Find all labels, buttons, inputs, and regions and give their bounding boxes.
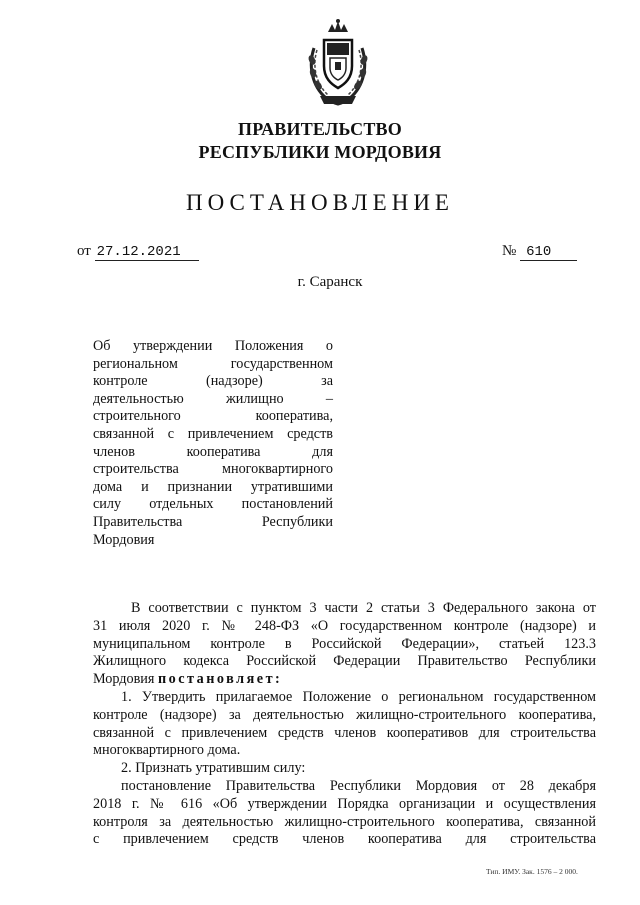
body-line bbox=[93, 671, 596, 689]
document-number: 610 bbox=[520, 244, 577, 261]
body-line: 31 июля 2020 г. № 248-ФЗ «О государственном контроле (надзоре) и bbox=[93, 617, 596, 634]
document-date-line bbox=[77, 243, 199, 261]
subject-line: членов кооператива для bbox=[93, 443, 333, 460]
printer-imprint: Тип. ИМУ. Зак. 1576 – 2 000. bbox=[486, 867, 578, 876]
decree-subject bbox=[93, 338, 333, 549]
subject-line: строительного кооператива, bbox=[93, 408, 333, 425]
body-line: муниципальном контроле в Российской Федерации», статьей 123.3 bbox=[93, 635, 596, 652]
decree-body bbox=[93, 600, 596, 849]
date-prefix: от bbox=[77, 243, 91, 259]
decree-keyword: постановляет: bbox=[157, 671, 283, 688]
document-number-line bbox=[502, 243, 577, 261]
item-1-line: контроле (надзоре) за деятельностью жилищно-строительного кооператива, bbox=[93, 706, 596, 723]
document-type-title: ПОСТАНОВЛЕНИЕ bbox=[186, 190, 454, 215]
subject-line: дома и признании утратившими bbox=[93, 478, 333, 495]
item-2-sub-line: постановление Правительства Республики Мордовия от 28 декабря bbox=[121, 777, 596, 794]
coat-of-arms-emblem bbox=[302, 18, 374, 110]
item-1-line: многоквартирного дома. bbox=[93, 742, 241, 759]
subject-line: региональном государственном bbox=[93, 355, 333, 372]
subject-line: Мордовия bbox=[93, 531, 155, 548]
subject-line: Правительства Республики bbox=[93, 513, 333, 530]
subject-line: Об утверждении Положения о bbox=[93, 338, 333, 354]
subject-line: строительства многоквартирного bbox=[93, 461, 333, 478]
body-line: В соответствии с пунктом 3 части 2 статьи 3 Федерального закона от bbox=[131, 600, 596, 616]
subject-line: контроле (надзоре) за bbox=[93, 373, 333, 390]
body-line: Жилищного кодекса Российской Федерации Правительство Республики bbox=[93, 653, 596, 670]
subject-line: связанной с привлечением средств bbox=[93, 425, 333, 442]
city-name: г. Саранск bbox=[297, 274, 363, 290]
item-1-line: 1. Утвердить прилагаемое Положение о региональном государственном bbox=[121, 688, 596, 705]
number-prefix: № bbox=[502, 243, 517, 259]
item-2-sub-line: с привлечением средств членов кооператива для строительства bbox=[93, 831, 596, 848]
item-1-line: связанной с привлечением средств членов кооперативов для строительства bbox=[93, 724, 596, 741]
item-2-line: 2. Признать утратившим силу: bbox=[121, 760, 306, 777]
item-2-sub-line: 2018 г. № 616 «Об утверждении Порядка организации и осуществления bbox=[93, 795, 596, 812]
document-date: 27.12.2021 bbox=[95, 244, 199, 261]
organization-name-line1: ПРАВИТЕЛЬСТВО bbox=[238, 119, 402, 139]
subject-line: деятельностью жилищно – bbox=[93, 390, 333, 407]
organization-name-line2: РЕСПУБЛИКИ МОРДОВИЯ bbox=[198, 142, 442, 162]
item-2-sub-line: контроля за деятельностью жилищно-строительного кооператива, связанной bbox=[93, 813, 596, 830]
body-line-text: Мордовия bbox=[93, 671, 155, 688]
subject-line: силу отдельных постановлений bbox=[93, 496, 333, 513]
